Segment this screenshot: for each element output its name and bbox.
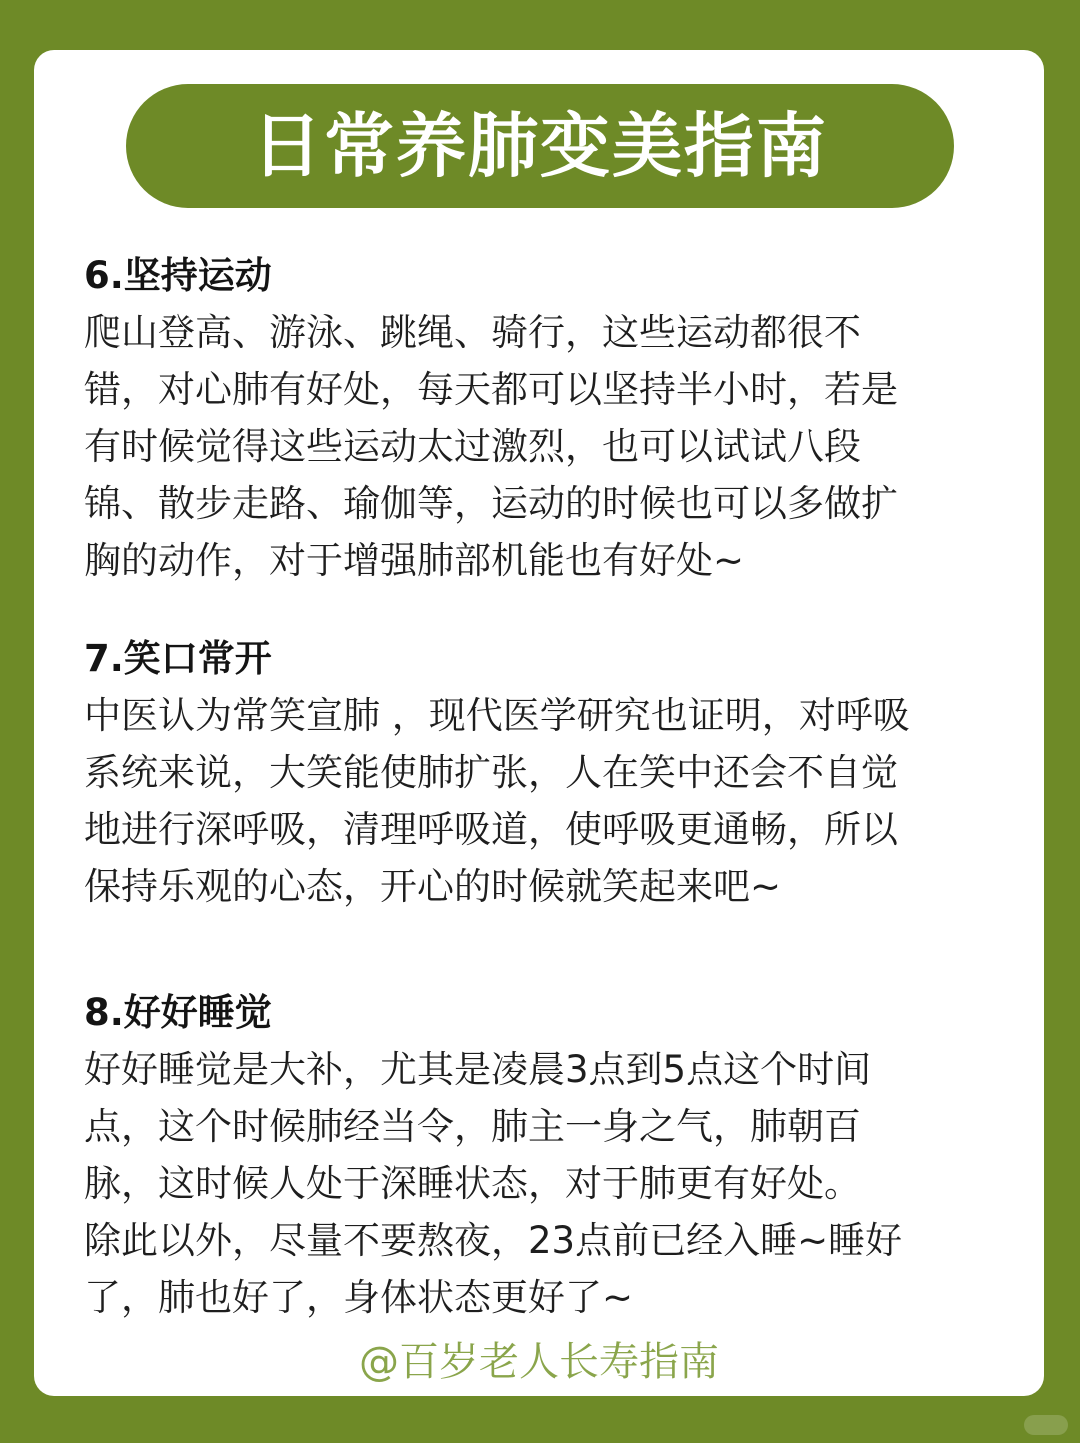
section-body bbox=[84, 304, 1004, 589]
watermark-badge bbox=[1024, 1415, 1068, 1435]
section-smile bbox=[84, 631, 1004, 915]
body-line: 点，这个时候肺经当令，肺主一身之气，肺朝百 bbox=[84, 1105, 861, 1148]
body-line: 有时候觉得这些运动太过激烈，也可以试试八段 bbox=[84, 425, 861, 468]
body-line: 系统来说，大笑能使肺扩张，人在笑中还会不自觉 bbox=[84, 751, 898, 794]
content-card bbox=[34, 50, 1044, 1396]
body-line: 脉，这时候人处于深睡状态，对于肺更有好处。 bbox=[84, 1162, 861, 1205]
section-heading: 6.坚持运动 bbox=[84, 254, 272, 297]
section-body bbox=[84, 1041, 1004, 1326]
body-line: 除此以外，尽量不要熬夜，23点前已经入睡~睡好 bbox=[84, 1219, 903, 1262]
body-line: 爬山登高、游泳、跳绳、骑行，这些运动都很不 bbox=[84, 311, 861, 354]
page-title: 日常养肺变美指南 bbox=[252, 105, 828, 187]
title-banner bbox=[126, 84, 954, 208]
body-line: 保持乐观的心态，开心的时候就笑起来吧~ bbox=[84, 865, 782, 908]
body-line: 胸的动作，对于增强肺部机能也有好处~ bbox=[84, 539, 745, 582]
section-body bbox=[84, 687, 1004, 915]
section-exercise bbox=[84, 248, 1004, 589]
section-sleep bbox=[84, 985, 1004, 1326]
section-heading: 7.笑口常开 bbox=[84, 637, 272, 680]
body-line: 了，肺也好了，身体状态更好了~ bbox=[84, 1276, 634, 1319]
body-line: 锦、散步走路、瑜伽等，运动的时候也可以多做扩 bbox=[84, 482, 898, 525]
body-line: 好好睡觉是大补，尤其是凌晨3点到5点这个时间 bbox=[84, 1048, 872, 1091]
body-line: 中医认为常笑宣肺 ，现代医学研究也证明，对呼吸 bbox=[84, 694, 910, 737]
body-line: 地进行深呼吸，清理呼吸道，使呼吸更通畅，所以 bbox=[84, 808, 898, 851]
author-handle: @百岁老人长寿指南 bbox=[359, 1339, 719, 1385]
body-line: 错，对心肺有好处，每天都可以坚持半小时，若是 bbox=[84, 368, 898, 411]
section-heading: 8.好好睡觉 bbox=[84, 991, 272, 1034]
